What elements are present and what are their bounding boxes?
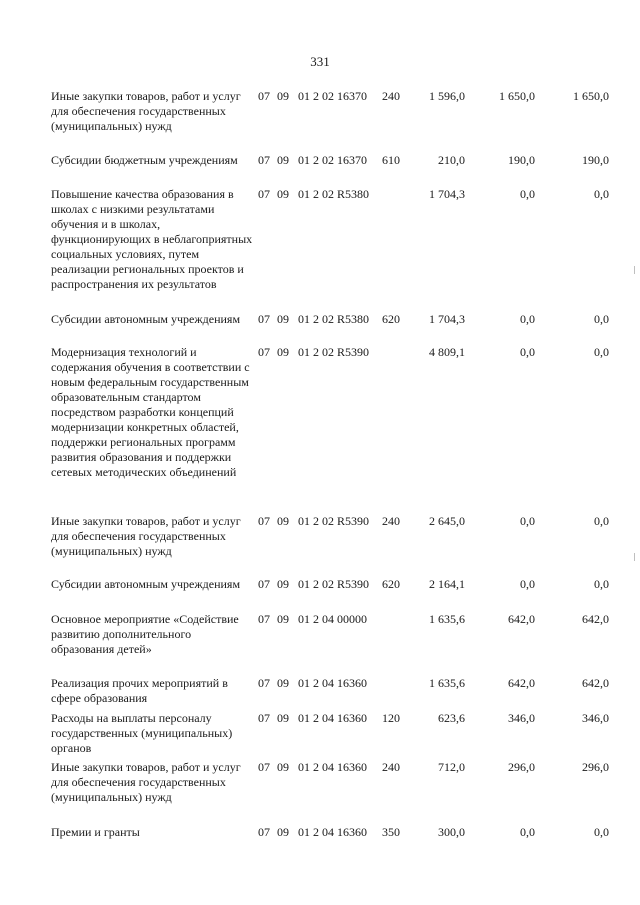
expense-type-code: 120 (382, 711, 400, 725)
subsection-code: 09 (277, 312, 289, 326)
row-name: Субсидии бюджетным учреждениям (51, 153, 238, 167)
amount-2: 296,0 (508, 760, 535, 774)
amount-2: 0,0 (520, 345, 535, 359)
section-code: 07 (258, 612, 270, 626)
target-code: 01 2 04 00000 (298, 612, 367, 626)
section-code: 07 (258, 514, 270, 528)
scan-edge-mark (634, 266, 635, 274)
amount-3: 0,0 (594, 345, 609, 359)
page-number: 331 (310, 54, 330, 69)
amount-3: 0,0 (594, 577, 609, 591)
target-code: 01 2 02 R5380 (298, 312, 370, 326)
section-code: 07 (258, 312, 270, 326)
subsection-code: 09 (277, 612, 289, 626)
row-name: Субсидии автономным учреждениям (51, 577, 241, 591)
row-name: Премии и гранты (51, 825, 140, 839)
subsection-code: 09 (277, 514, 289, 528)
expense-type-code: 610 (382, 153, 400, 167)
subsection-code: 09 (277, 825, 289, 839)
row-name: Иные закупки товаров, работ и услуг для обеспечения государственных (муниципальных) нужд (51, 760, 241, 804)
target-code: 01 2 02 16370 (298, 153, 367, 167)
scan-edge-mark (634, 553, 635, 561)
amount-3: 346,0 (582, 711, 609, 725)
amount-1: 623,6 (438, 711, 465, 725)
expense-type-code: 240 (382, 760, 400, 774)
target-code: 01 2 02 R5390 (298, 514, 370, 528)
subsection-code: 09 (277, 760, 289, 774)
expense-type-code: 240 (382, 514, 400, 528)
section-code: 07 (258, 153, 270, 167)
amount-2: 642,0 (508, 612, 535, 626)
expense-type-code: 620 (382, 312, 400, 326)
amount-1: 4 809,1 (429, 345, 465, 359)
amount-3: 0,0 (594, 825, 609, 839)
section-code: 07 (258, 577, 270, 591)
amount-3: 1 650,0 (573, 89, 609, 103)
amount-1: 1 635,6 (429, 676, 465, 690)
amount-2: 0,0 (520, 825, 535, 839)
section-code: 07 (258, 676, 270, 690)
amount-1: 2 645,0 (429, 514, 465, 528)
row-name: Расходы на выплаты персоналу государственных (муниципальных) органов (51, 711, 233, 755)
row-name: Иные закупки товаров, работ и услуг для обеспечения государственных (муниципальных) нужд (51, 514, 241, 558)
row-name: Субсидии автономным учреждениям (51, 312, 241, 326)
amount-1: 1 704,3 (429, 312, 465, 326)
target-code: 01 2 02 R5380 (298, 187, 370, 201)
subsection-code: 09 (277, 89, 289, 103)
amount-3: 642,0 (582, 612, 609, 626)
target-code: 01 2 02 16370 (298, 89, 367, 103)
subsection-code: 09 (277, 345, 289, 359)
section-code: 07 (258, 760, 270, 774)
target-code: 01 2 04 16360 (298, 825, 367, 839)
section-code: 07 (258, 711, 270, 725)
target-code: 01 2 04 16360 (298, 711, 367, 725)
section-code: 07 (258, 345, 270, 359)
amount-1: 1 596,0 (429, 89, 465, 103)
row-name: Повышение качества образования в школах с низкими результатами обучения и в школах, функционирующих в неблагоприятных социальных условиях, путем реализации региональных проектов и распространения их результатов (51, 187, 253, 291)
target-code: 01 2 02 R5390 (298, 345, 370, 359)
amount-3: 190,0 (582, 153, 609, 167)
subsection-code: 09 (277, 153, 289, 167)
amount-2: 346,0 (508, 711, 535, 725)
amount-2: 0,0 (520, 577, 535, 591)
amount-1: 1 704,3 (429, 187, 465, 201)
expense-type-code: 620 (382, 577, 400, 591)
amount-2: 642,0 (508, 676, 535, 690)
expense-type-code: 240 (382, 89, 400, 103)
amount-1: 300,0 (438, 825, 465, 839)
target-code: 01 2 02 R5390 (298, 577, 370, 591)
target-code: 01 2 04 16360 (298, 760, 367, 774)
subsection-code: 09 (277, 676, 289, 690)
target-code: 01 2 04 16360 (298, 676, 367, 690)
amount-3: 642,0 (582, 676, 609, 690)
amount-3: 0,0 (594, 514, 609, 528)
amount-3: 0,0 (594, 187, 609, 201)
section-code: 07 (258, 825, 270, 839)
row-name: Реализация прочих мероприятий в сфере образования (51, 676, 228, 705)
amount-3: 0,0 (594, 312, 609, 326)
amount-2: 1 650,0 (499, 89, 535, 103)
amount-1: 2 164,1 (429, 577, 465, 591)
amount-1: 1 635,6 (429, 612, 465, 626)
section-code: 07 (258, 187, 270, 201)
amount-2: 0,0 (520, 514, 535, 528)
subsection-code: 09 (277, 187, 289, 201)
amount-2: 190,0 (508, 153, 535, 167)
row-name: Модернизация технологий и содержания обучения в соответствии с новым федеральным государственным образовательным стандартом посредством разработки концепций модернизации конкретных областей, поддержки региональных программ развития образования и поддержки сетевых методических объединений (51, 345, 250, 479)
amount-2: 0,0 (520, 187, 535, 201)
subsection-code: 09 (277, 711, 289, 725)
amount-1: 712,0 (438, 760, 465, 774)
amount-2: 0,0 (520, 312, 535, 326)
expense-type-code: 350 (382, 825, 400, 839)
subsection-code: 09 (277, 577, 289, 591)
amount-1: 210,0 (438, 153, 465, 167)
section-code: 07 (258, 89, 270, 103)
row-name: Основное мероприятие «Содействие развитию дополнительного образования детей» (51, 612, 239, 656)
amount-3: 296,0 (582, 760, 609, 774)
row-name: Иные закупки товаров, работ и услуг для обеспечения государственных (муниципальных) нужд (51, 89, 241, 133)
